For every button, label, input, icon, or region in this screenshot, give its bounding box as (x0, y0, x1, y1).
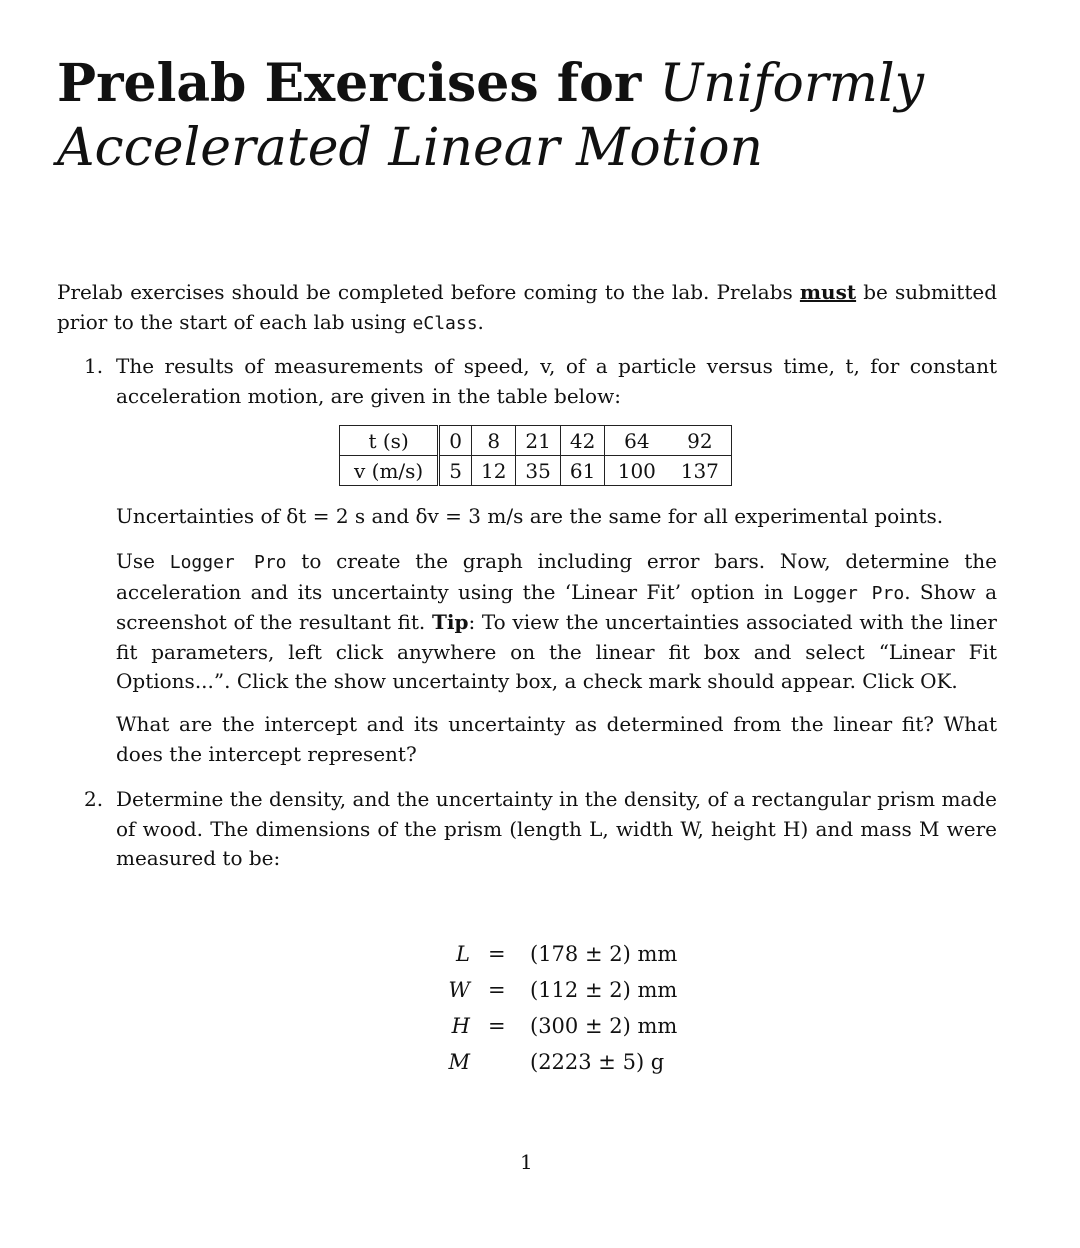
equation-value: (112 ± 2) mm (530, 978, 678, 1002)
table-header-speed: v (m/s) (340, 456, 439, 486)
intro-text-3: . (477, 309, 484, 334)
table-cell: 35 (516, 456, 560, 486)
table-cell: 8 (471, 426, 515, 456)
p2-text-b: to create the graph including error bars. Now, determine the acceleration and its uncertainty using the ‘Linear Fit’ option in (116, 549, 997, 604)
equation-sign: = (488, 978, 506, 1002)
table-cell: 64 (605, 426, 669, 456)
equation-value: (2223 ± 5) g (530, 1050, 665, 1074)
document-title (57, 52, 1017, 180)
equation-sign: = (488, 1014, 506, 1038)
measurement-table (339, 425, 732, 486)
equation-value: (300 ± 2) mm (530, 1014, 678, 1038)
equation-sign: = (488, 942, 506, 966)
logger-pro-paragraph (116, 547, 997, 697)
item-1-text: The results of measurements of speed, v, of a particle versus time, t, for constant acceleration motion, are given in the table below: (116, 354, 997, 408)
eclass-name: eClass (412, 312, 478, 334)
table-cell: 61 (560, 456, 604, 486)
title-italic-2: Accelerated Linear Motion (57, 118, 764, 178)
p2-text-d: : To view the uncertainties associated with the liner fit parameters, left click anywhere on the linear fit box and select “Linear Fit Options...”. Click the show uncertainty box, a check mark should appear. Click OK. (116, 610, 997, 693)
item-1-number: 1. (84, 354, 104, 378)
table-cell: 5 (439, 456, 472, 486)
logger-pro-name: Logger Pro (792, 582, 905, 604)
equation-value: (178 ± 2) mm (530, 942, 678, 966)
table-cell: 42 (560, 426, 604, 456)
intercept-question: What are the intercept and its uncertainty as determined from the linear fit? What does the intercept represent? (116, 712, 997, 766)
intro-text-1: Prelab exercises should be completed before coming to the lab. Prelabs (57, 280, 793, 304)
intro-paragraph (57, 278, 997, 338)
p2-text-c: . Show a screenshot of the resultant fit. (116, 579, 997, 634)
table-cell: 12 (471, 456, 515, 486)
table-cell: 0 (439, 426, 472, 456)
table-row-time (340, 426, 732, 456)
uncertainties-text: Uncertainties of δt = 2 s and δv = 3 m/s are the same for all experimental points. (116, 504, 944, 528)
title-bold: Prelab Exercises for (57, 53, 642, 114)
p2-text-a: Use (116, 549, 155, 573)
intro-must: must (799, 280, 857, 304)
table-cell: 21 (516, 426, 560, 456)
table-row-speed (340, 456, 732, 486)
equation-variable: L (456, 942, 470, 966)
title-italic-1: Uniformly (659, 54, 924, 114)
table-cell: 92 (668, 426, 732, 456)
page-number: 1 (520, 1150, 533, 1174)
logger-pro-name: Logger Pro (169, 552, 287, 573)
item-2-number: 2. (84, 787, 104, 811)
tip-label: Tip (431, 610, 469, 634)
item-2-text: Determine the density, and the uncertainty in the density, of a rectangular prism made of wood. The dimensions of the prism (length L, width W, height H) and mass M were measured to be: (116, 787, 997, 870)
intro-text-2: be submitted prior to the start of each lab using (57, 280, 997, 334)
equation-variable: M (448, 1050, 470, 1074)
table-header-time: t (s) (340, 426, 439, 456)
table-cell: 137 (668, 456, 732, 486)
equation-variable: H (451, 1014, 470, 1038)
equation-variable: W (448, 978, 470, 1002)
table-cell: 100 (605, 456, 669, 486)
